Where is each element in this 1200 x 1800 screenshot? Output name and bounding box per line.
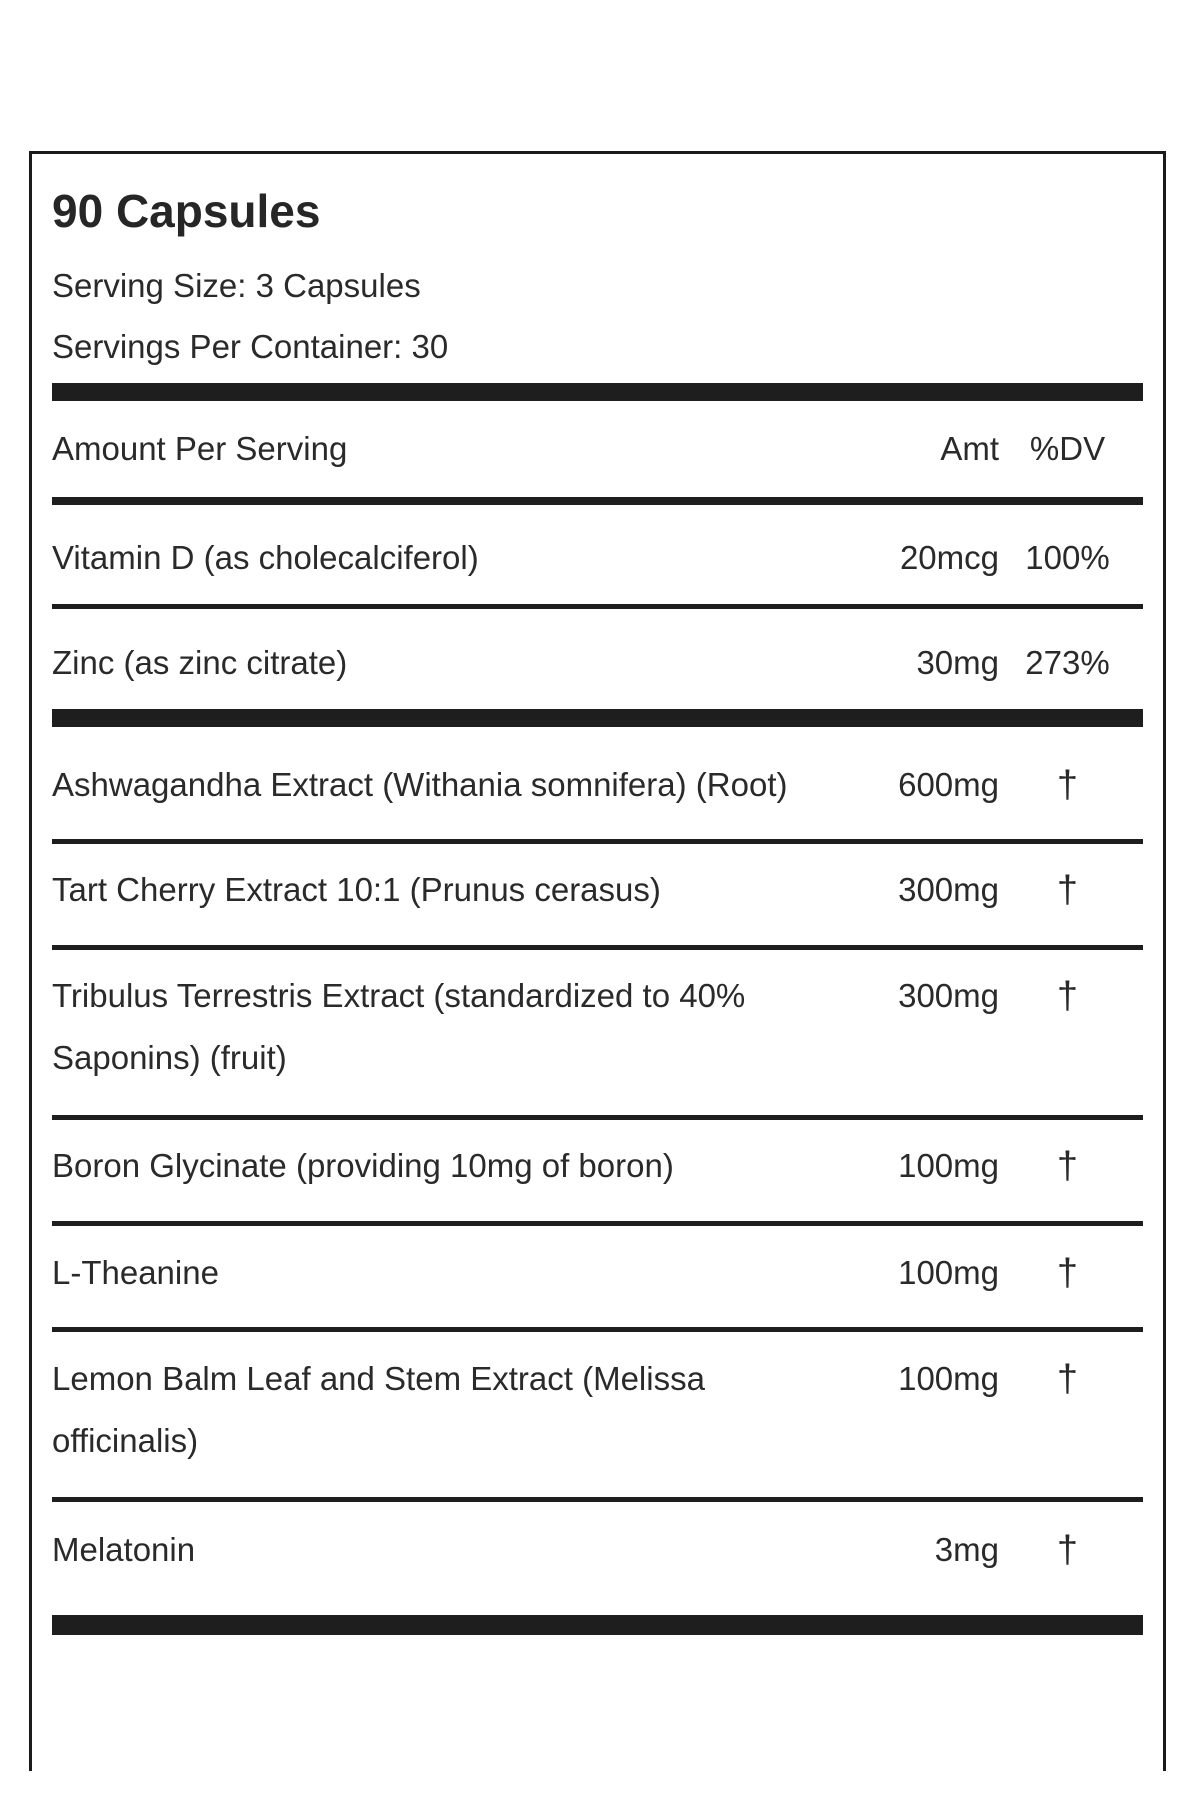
nutrient-name: Vitamin D (as cholecalciferol)	[52, 539, 479, 576]
dagger-symbol: †	[1056, 1252, 1079, 1294]
divider-thin	[52, 1221, 1143, 1226]
divider-medium	[52, 497, 1143, 505]
ingredient-amount: 100mg	[898, 1147, 999, 1184]
ingredient-name: Tart Cherry Extract 10:1 (Prunus cerasus)	[52, 871, 661, 908]
amt-header: Amt	[940, 430, 999, 467]
ingredient-name: L-Theanine	[52, 1254, 219, 1291]
ingredient-name: Tribulus Terrestris Extract (standardized to 40% Saponins) (fruit)	[52, 977, 746, 1076]
dagger-symbol: †	[1056, 1529, 1079, 1571]
ingredient-amount: 100mg	[898, 1360, 999, 1397]
nutrient-dv: 100%	[1025, 539, 1110, 576]
ingredient-name: Boron Glycinate (providing 10mg of boron)	[52, 1147, 674, 1184]
serving-size: Serving Size: 3 Capsules	[52, 267, 421, 304]
ingredient-amount: 600mg	[898, 766, 999, 803]
supplement-facts-panel	[29, 151, 1166, 1771]
nutrient-amount: 20mcg	[899, 539, 999, 576]
nutrient-dv: 273%	[1025, 644, 1110, 681]
divider-thick	[52, 709, 1143, 727]
divider-thin	[52, 1115, 1143, 1120]
servings-per-container: Servings Per Container: 30	[52, 328, 449, 365]
dagger-symbol: †	[1056, 975, 1079, 1017]
divider-thin	[52, 1497, 1143, 1502]
ingredient-name: Melatonin	[52, 1531, 196, 1568]
divider-thick	[52, 1615, 1143, 1635]
ingredient-amount: 3mg	[934, 1531, 999, 1568]
amount-per-serving-label: Amount Per Serving	[52, 430, 348, 467]
product-title: 90 Capsules	[52, 185, 321, 237]
divider-thin	[52, 604, 1143, 609]
dagger-symbol: †	[1056, 869, 1079, 911]
dv-header: %DV	[1029, 430, 1106, 467]
divider-thick	[52, 383, 1143, 401]
ingredient-amount: 100mg	[898, 1254, 999, 1291]
divider-thin	[52, 1327, 1143, 1332]
divider-thin	[52, 945, 1143, 950]
ingredient-amount: 300mg	[898, 871, 999, 908]
nutrient-amount: 30mg	[916, 644, 999, 681]
ingredient-name: Lemon Balm Leaf and Stem Extract (Melissa officinalis)	[52, 1360, 705, 1459]
divider-thin	[52, 839, 1143, 844]
ingredient-name: Ashwagandha Extract (Withania somnifera) (Root)	[52, 766, 788, 803]
dagger-symbol: †	[1056, 764, 1079, 806]
dagger-symbol: †	[1056, 1358, 1079, 1400]
dagger-symbol: †	[1056, 1145, 1079, 1187]
nutrient-name: Zinc (as zinc citrate)	[52, 644, 348, 681]
ingredient-amount: 300mg	[898, 977, 999, 1014]
